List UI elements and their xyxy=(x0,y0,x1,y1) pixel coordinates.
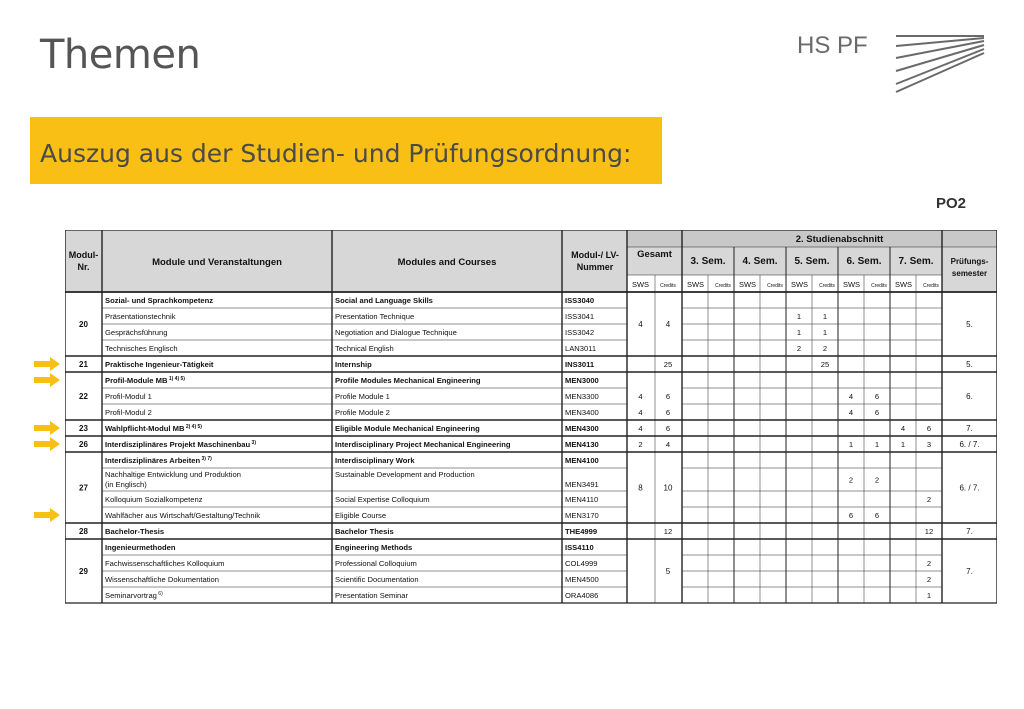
module-number: 27 xyxy=(79,483,88,493)
row-lv-number: ISS3042 xyxy=(565,328,595,337)
row-value: 4 xyxy=(665,440,671,449)
module-number: 23 xyxy=(79,424,88,433)
row-label-de: Profil-Modul 2 xyxy=(105,408,152,417)
row-value: 6 xyxy=(874,392,880,401)
row-label-de: Wissenschaftliche Dokumentation xyxy=(105,575,219,584)
row-lv-number: MEN3170 xyxy=(565,511,599,520)
row-label-en: Sustainable Development and Production xyxy=(335,470,475,479)
row-lv-number: MEN3491 xyxy=(565,480,599,489)
row-value: 2 xyxy=(926,575,932,584)
header-modul-nr: Modul- xyxy=(68,250,99,260)
module-pruefungssemester: 6. / 7. xyxy=(959,440,980,449)
header-semester: 3. Sem. xyxy=(690,256,726,267)
row-label-en: Presentation Seminar xyxy=(335,591,409,600)
header-modul-nr: Nr. xyxy=(77,262,90,272)
header-module-en: Modules and Courses xyxy=(397,257,497,268)
row-label-de: Interdisziplinäres Arbeiten $^{3) 7)}$ xyxy=(105,456,212,465)
row-lv-number: LAN3011 xyxy=(565,344,597,353)
row-value: 2 xyxy=(926,495,932,504)
arrow-marker-icon xyxy=(34,357,60,371)
module-pruefungssemester: 5. xyxy=(966,320,973,329)
row-label-en: Profile Module 1 xyxy=(335,392,390,401)
row-value: 2 xyxy=(638,440,643,449)
row-value: 12 xyxy=(924,527,934,536)
module-gesamt-sws: 8 xyxy=(638,483,643,493)
row-lv-number: MEN4300 xyxy=(565,424,599,433)
row-value: 1 xyxy=(796,328,802,337)
header-semester: 5. Sem. xyxy=(794,256,830,267)
row-value: 4 xyxy=(638,408,643,417)
header-pruefungssemester: semester xyxy=(951,269,988,278)
header-sws: SWS xyxy=(686,280,705,289)
header-sws: SWS xyxy=(842,280,861,289)
row-lv-number: MEN3000 xyxy=(565,376,599,385)
row-value: 1 xyxy=(926,591,932,600)
row-lv-number: MEN4100 xyxy=(565,456,599,465)
row-label-de: Kolloquium Sozialkompetenz xyxy=(105,495,203,504)
row-label-en: Bachelor Thesis xyxy=(335,527,394,536)
arrow-marker-icon xyxy=(34,421,60,435)
row-label-de: Technisches Englisch xyxy=(105,344,178,353)
header-module-de: Module und Veranstaltungen xyxy=(152,257,282,268)
module-number: 22 xyxy=(79,392,88,401)
row-lv-number: ISS4110 xyxy=(565,543,594,552)
row-label-de: Profil-Modul 1 xyxy=(105,392,152,401)
row-lv-number: ISS3041 xyxy=(565,312,595,321)
header-semester: 6. Sem. xyxy=(846,256,882,267)
row-value: 6 xyxy=(874,408,880,417)
row-value: 1 xyxy=(874,440,880,449)
module-pruefungssemester: 7. xyxy=(966,424,973,433)
header-credits: Credits xyxy=(923,283,939,289)
arrow-marker-icon xyxy=(34,437,60,451)
row-lv-number: COL4999 xyxy=(565,559,598,568)
row-label-de: Seminarvortrag $^{6)}$ xyxy=(105,591,163,600)
header-credits: Credits xyxy=(715,283,731,289)
module-number: 26 xyxy=(79,440,88,449)
module-pruefungssemester: 5. xyxy=(966,360,973,369)
row-label-en: Negotiation and Dialogue Technique xyxy=(335,328,457,337)
row-value: 12 xyxy=(663,527,673,536)
row-lv-number: MEN4110 xyxy=(565,495,599,504)
banner-text: Auszug aus der Studien- und Prüfungsordnung: xyxy=(40,139,632,168)
header-sws: SWS xyxy=(631,280,650,289)
row-label-de: Wahlfächer aus Wirtschaft/Gestaltung/Technik xyxy=(105,511,261,520)
row-lv-number: MEN3300 xyxy=(565,392,599,401)
page-title: Themen xyxy=(40,32,201,78)
row-label-en: Social and Language Skills xyxy=(335,296,433,305)
row-label-de: Gesprächsführung xyxy=(105,328,168,337)
row-label-en: Internship xyxy=(335,360,372,369)
module-table-svg xyxy=(65,230,997,614)
row-label-en: Interdisciplinary Work xyxy=(335,456,415,465)
header-pruefungssemester: Prüfungs- xyxy=(950,257,989,266)
arrow-marker-icon xyxy=(34,373,60,387)
row-label-en: Engineering Methods xyxy=(335,543,413,552)
row-label-de: Profil-Module MB $^{1) 4) 5)}$ xyxy=(105,376,185,385)
row-value: 1 xyxy=(796,312,802,321)
header-credits: Credits xyxy=(767,283,783,289)
banner xyxy=(30,117,662,184)
row-label-de: Nachhaltige Entwicklung und Produktion xyxy=(105,470,241,479)
header-semester: 7. Sem. xyxy=(898,256,934,267)
row-label-de: Wahlpflicht-Modul MB $^{2) 4) 5)}$ xyxy=(105,424,202,433)
row-label-de: (in Englisch) xyxy=(105,480,147,489)
row-value: 4 xyxy=(848,392,854,401)
row-label-de: Bachelor-Thesis xyxy=(105,527,165,536)
row-label-de: Präsentationstechnik xyxy=(105,312,176,321)
row-value: 4 xyxy=(638,424,643,433)
row-label-en: Scientific Documentation xyxy=(335,575,419,584)
row-label-de: Fachwissenschaftliches Kolloquium xyxy=(105,559,225,568)
row-label-en: Profile Modules Mechanical Engineering xyxy=(335,376,481,385)
row-lv-number: MEN3400 xyxy=(565,408,599,417)
module-gesamt-credits: 10 xyxy=(663,483,673,493)
row-label-en: Professional Colloquium xyxy=(335,559,417,568)
row-value: 6 xyxy=(848,511,854,520)
row-value: 2 xyxy=(848,475,854,485)
row-value: 6 xyxy=(665,424,671,433)
module-pruefungssemester: 7. xyxy=(966,527,973,536)
module-pruefungssemester: 6. xyxy=(966,392,973,401)
row-lv-number: MEN4130 xyxy=(565,440,599,449)
row-value: 4 xyxy=(848,408,854,417)
row-lv-number: INS3011 xyxy=(565,360,595,369)
row-label-de: Sozial- und Sprachkompetenz xyxy=(105,296,214,305)
row-value: 3 xyxy=(926,440,932,449)
header-lv-nummer: Modul-/ LV- xyxy=(571,250,619,260)
module-number: 28 xyxy=(79,527,88,536)
row-lv-number: ISS3040 xyxy=(565,296,595,305)
header-gesamt: Gesamt xyxy=(637,249,672,260)
row-value: 25 xyxy=(820,360,830,369)
row-lv-number: ORA4086 xyxy=(565,591,599,600)
logo-text: HS PF xyxy=(797,32,868,59)
module-number: 29 xyxy=(79,567,88,576)
header-sws: SWS xyxy=(790,280,809,289)
row-value: 2 xyxy=(796,344,802,353)
row-value: 2 xyxy=(874,475,880,485)
row-label-en: Profile Module 2 xyxy=(335,408,390,417)
row-value: 4 xyxy=(900,424,906,433)
module-pruefungssemester: 6. / 7. xyxy=(959,483,980,493)
header-sws: SWS xyxy=(738,280,757,289)
row-label-de: Ingenieurmethoden xyxy=(105,543,176,552)
header-lv-nummer: Nummer xyxy=(576,262,614,272)
row-lv-number: THE4999 xyxy=(565,527,598,536)
po-label: PO2 xyxy=(936,195,967,212)
logo-lines-icon xyxy=(892,32,988,94)
row-value: 1 xyxy=(822,312,828,321)
module-pruefungssemester: 7. xyxy=(966,567,973,576)
row-value: 6 xyxy=(665,392,671,401)
header-sws: SWS xyxy=(894,280,913,289)
header-studienabschnitt: 2. Studienabschnitt xyxy=(795,234,884,245)
row-value: 6 xyxy=(874,511,880,520)
header-semester: 4. Sem. xyxy=(742,256,778,267)
row-label-de: Interdisziplinäres Projekt Maschinenbau $^{3)}$ xyxy=(105,440,257,449)
row-label-en: Eligible Module Mechanical Engineering xyxy=(335,424,480,433)
row-value: 1 xyxy=(900,440,906,449)
module-gesamt-credits: 5 xyxy=(665,567,671,576)
row-label-en: Social Expertise Colloquium xyxy=(335,495,430,504)
arrow-marker-icon xyxy=(34,508,60,522)
row-label-en: Technical English xyxy=(335,344,394,353)
row-label-en: Eligible Course xyxy=(335,511,387,520)
row-value: 1 xyxy=(848,440,854,449)
row-label-en: Interdisciplinary Project Mechanical Engineering xyxy=(335,440,511,449)
row-lv-number: MEN4500 xyxy=(565,575,599,584)
row-value: 4 xyxy=(638,392,643,401)
module-gesamt-credits: 4 xyxy=(665,320,671,329)
row-label-en: Presentation Technique xyxy=(335,312,415,321)
row-value: 25 xyxy=(663,360,673,369)
header-credits: Credits xyxy=(871,283,887,289)
module-gesamt-sws: 4 xyxy=(638,320,643,329)
row-value: 2 xyxy=(926,559,932,568)
row-value: 2 xyxy=(822,344,828,353)
module-number: 20 xyxy=(79,320,88,329)
row-value: 1 xyxy=(822,328,828,337)
row-value: 6 xyxy=(665,408,671,417)
row-label-de: Praktische Ingenieur-Tätigkeit xyxy=(105,360,214,369)
module-number: 21 xyxy=(79,360,88,369)
row-value: 6 xyxy=(926,424,932,433)
module-table xyxy=(65,230,997,614)
header-credits: Credits xyxy=(819,283,835,289)
header-credits: Credits xyxy=(660,283,676,289)
